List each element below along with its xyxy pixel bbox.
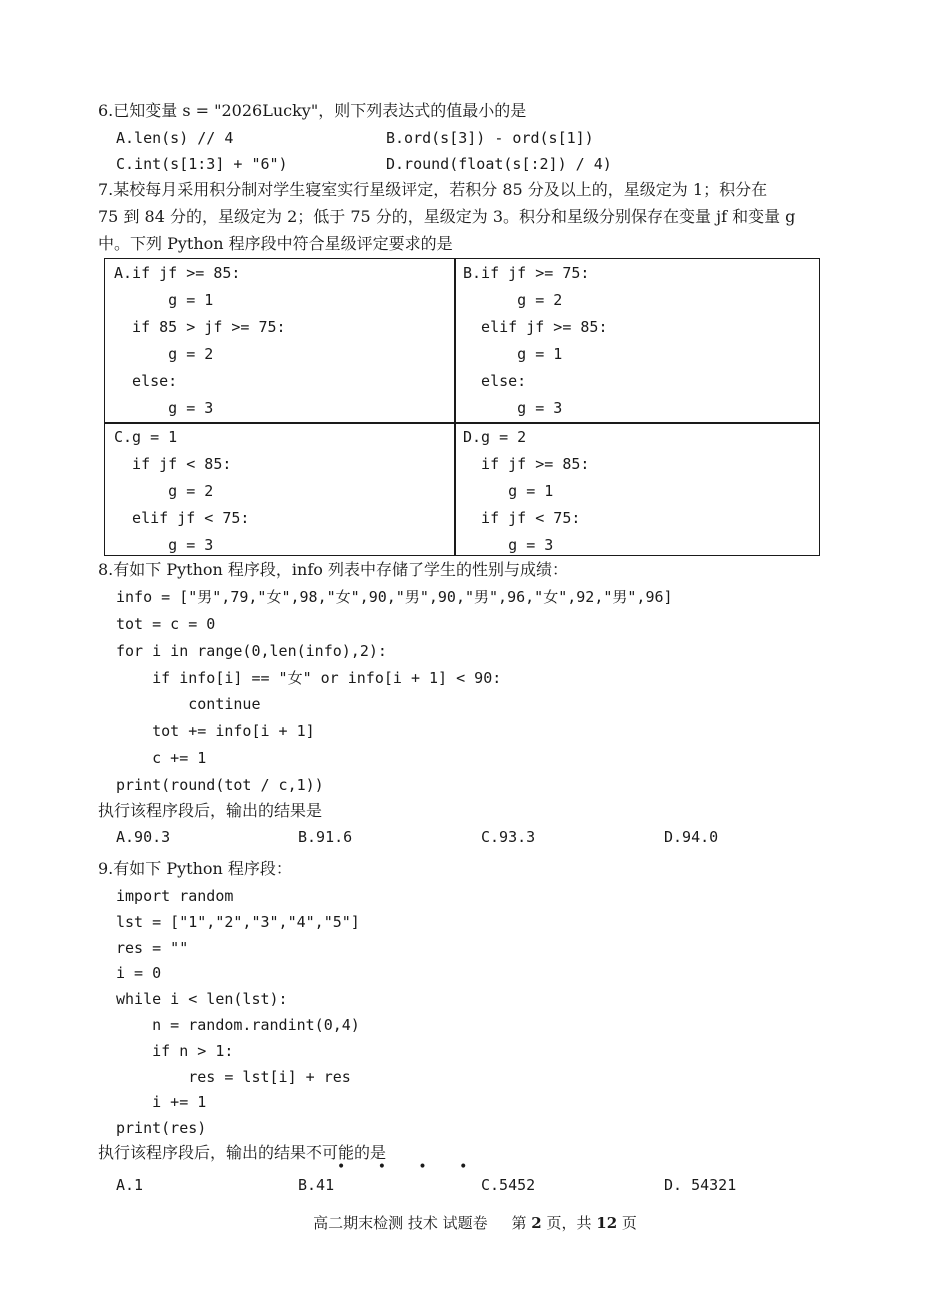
q6-stem: 6.已知变量 s = "2026Lucky"，则下列表达式的值最小的是	[98, 101, 527, 120]
footer-page-total: 12	[596, 1214, 618, 1232]
code-line: C.g = 1	[114, 428, 178, 446]
code-line: if jf < 85:	[114, 455, 232, 473]
code-line: g = 2	[114, 345, 214, 363]
q9-code-line: res = ""	[116, 939, 189, 957]
page-footer	[0, 1212, 950, 1233]
code-line: g = 3	[463, 536, 554, 554]
code-line: if jf < 75:	[463, 509, 581, 527]
q8-option-b: B.91.6	[298, 828, 353, 846]
q7-stem-line1: 7.某校每月采用积分制对学生寝室实行星级评定，若积分 85 分及以上的，星级定为 1；积分在	[98, 180, 768, 199]
q9-option-c: C.5452	[481, 1176, 536, 1194]
q9-code-line: lst = ["1","2","3","4","5"]	[116, 913, 360, 931]
q9-question: 执行该程序段后，输出的结果不可能的是	[98, 1143, 387, 1162]
q8-question: 执行该程序段后，输出的结果是	[98, 801, 323, 820]
q8-code-line: info = ["男",79,"女",98,"女",90,"男",90,"男",96,"女",92,"男",96]	[116, 588, 673, 606]
q9-code-line: if n > 1:	[116, 1042, 234, 1060]
q9-code-line: n = random.randint(0,4)	[116, 1016, 360, 1034]
code-line: else:	[114, 372, 178, 390]
q8-code-line: for i in range(0,len(info),2):	[116, 642, 387, 660]
q8-code-line: print(round(tot / c,1))	[116, 776, 324, 794]
code-line: if 85 > jf >= 75:	[114, 318, 286, 336]
q8-stem: 8.有如下 Python 程序段，info 列表中存储了学生的性别与成绩：	[98, 560, 568, 579]
q9-stem: 9.有如下 Python 程序段：	[98, 859, 292, 878]
q9-code-line: i += 1	[116, 1093, 207, 1111]
code-line: B.if jf >= 75:	[463, 264, 590, 282]
q9-option-d: D. 54321	[664, 1176, 737, 1194]
code-line: A.if jf >= 85:	[114, 264, 241, 282]
code-line: g = 3	[114, 399, 214, 417]
code-line: if jf >= 85:	[463, 455, 590, 473]
q9-option-b: B.41	[298, 1176, 335, 1194]
q7-stem-line3: 中。下列 Python 程序段中符合星级评定要求的是	[98, 234, 453, 253]
code-line: g = 3	[463, 399, 563, 417]
q9-code-line: res = lst[i] + res	[116, 1068, 351, 1086]
code-line: g = 2	[114, 482, 214, 500]
q6-option-c: C.int(s[1:3] + "6")	[116, 155, 288, 173]
q6-option-d: D.round(float(s[:2]) / 4)	[386, 155, 612, 173]
footer-page-number: 2	[531, 1214, 542, 1232]
code-line: g = 3	[114, 536, 214, 554]
code-line: g = 1	[463, 482, 554, 500]
code-line: g = 1	[463, 345, 563, 363]
q9-option-a: A.1	[116, 1176, 144, 1194]
footer-page-prefix: 第	[511, 1214, 527, 1232]
q8-code-line: tot += info[i + 1]	[116, 722, 315, 740]
q8-option-c: C.93.3	[481, 828, 536, 846]
q8-code-line: tot = c = 0	[116, 615, 216, 633]
q9-code-line: import random	[116, 887, 234, 905]
q8-option-d: D.94.0	[664, 828, 719, 846]
q8-code-line: if info[i] == "女" or info[i + 1] < 90:	[116, 669, 502, 687]
q9-code-line: print(res)	[116, 1119, 207, 1137]
code-line: D.g = 2	[463, 428, 527, 446]
code-line: g = 1	[114, 291, 214, 309]
code-line: elif jf >= 85:	[463, 318, 608, 336]
q6-option-a: A.len(s) // 4	[116, 129, 234, 147]
q8-code-line: c += 1	[116, 749, 207, 767]
q9-code-line: i = 0	[116, 964, 162, 982]
emphasis-dots: • • • •	[337, 1159, 482, 1175]
table-divider-vertical	[454, 259, 456, 555]
q7-options-table	[104, 258, 820, 556]
q7-stem-line2: 75 到 84 分的，星级定为 2；低于 75 分的，星级定为 3。积分和星级分别保存在变量 jf 和变量 g	[98, 207, 796, 226]
q9-code-line: while i < len(lst):	[116, 990, 288, 1008]
footer-page-suffix: 页	[621, 1214, 637, 1232]
code-line: else:	[463, 372, 527, 390]
footer-page-mid: 页，共	[546, 1214, 592, 1232]
footer-exam-title: 高二期末检测 技术 试题卷	[313, 1214, 488, 1232]
table-divider-horizontal	[105, 422, 819, 424]
code-line: g = 2	[463, 291, 563, 309]
q8-option-a: A.90.3	[116, 828, 171, 846]
q6-option-b: B.ord(s[3]) - ord(s[1])	[386, 129, 594, 147]
q8-code-line: continue	[116, 695, 261, 713]
code-line: elif jf < 75:	[114, 509, 250, 527]
